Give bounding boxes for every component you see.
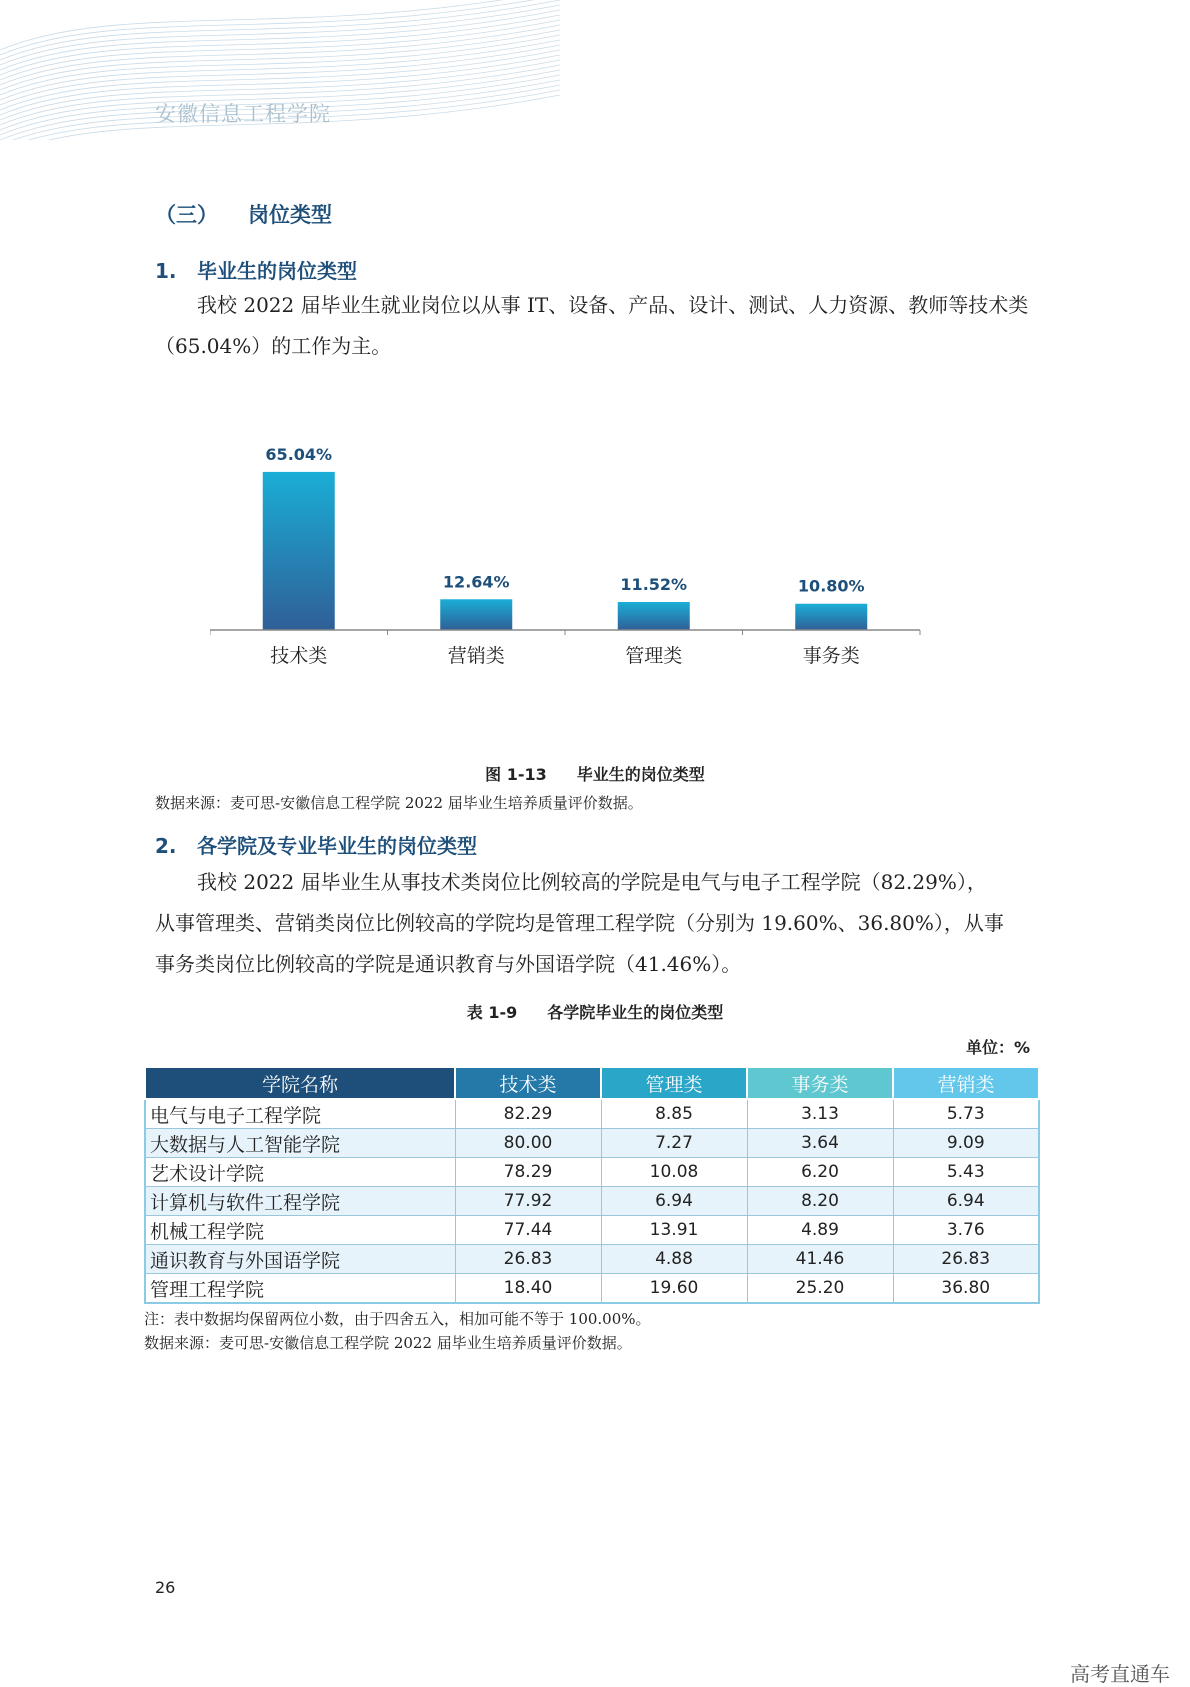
subsection-title: 各学院及专业毕业生的岗位类型 bbox=[197, 834, 477, 858]
table-cell-value: 5.43 bbox=[893, 1158, 1039, 1187]
table-cell-value: 9.09 bbox=[893, 1129, 1039, 1158]
table-cell-value: 77.92 bbox=[455, 1187, 601, 1216]
wave-line bbox=[0, 0, 560, 50]
subsection-title: 毕业生的岗位类型 bbox=[197, 259, 357, 283]
x-tick-label: 技术类 bbox=[270, 645, 328, 667]
table-cell-value: 26.83 bbox=[893, 1245, 1039, 1274]
paragraph-1: 我校 2022 届毕业生就业岗位以从事 IT、设备、产品、设计、测试、人力资源、教师等技术类（65.04%）的工作为主。 bbox=[155, 293, 1029, 358]
data-label: 65.04% bbox=[265, 444, 333, 464]
table-cell-value: 4.88 bbox=[601, 1245, 747, 1274]
wave-line bbox=[0, 15, 560, 75]
table-cell-value: 7.27 bbox=[601, 1129, 747, 1158]
table-cell-college: 计算机与软件工程学院 bbox=[145, 1187, 455, 1216]
x-tick-label: 管理类 bbox=[625, 645, 683, 667]
bar-2 bbox=[618, 602, 690, 630]
section-heading bbox=[155, 199, 332, 229]
table-header-cell: 事务类 bbox=[747, 1067, 893, 1099]
table-header-cell: 技术类 bbox=[455, 1067, 601, 1099]
x-tick-label: 营销类 bbox=[447, 645, 505, 667]
paragraph-2-line: 从事管理类、营销类岗位比例较高的学院均是管理工程学院（分别为 19.60%、36.80%），从事 bbox=[155, 911, 1004, 935]
subsection-number: 1. bbox=[155, 259, 177, 283]
table-cell-value: 8.20 bbox=[747, 1187, 893, 1216]
table-cell-value: 4.89 bbox=[747, 1216, 893, 1245]
table-cell-college: 机械工程学院 bbox=[145, 1216, 455, 1245]
table-header-row bbox=[145, 1067, 1039, 1099]
data-label: 12.64% bbox=[442, 572, 510, 592]
section-title: 岗位类型 bbox=[248, 203, 332, 227]
table-cell-value: 36.80 bbox=[893, 1274, 1039, 1304]
table-cell-value: 6.20 bbox=[747, 1158, 893, 1187]
table-cell-college: 电气与电子工程学院 bbox=[145, 1099, 455, 1129]
table-cell-value: 26.83 bbox=[455, 1245, 601, 1274]
table-cell-value: 8.85 bbox=[601, 1099, 747, 1129]
wave-line bbox=[0, 0, 560, 60]
table-cell-value: 82.29 bbox=[455, 1099, 601, 1129]
table-header-cell: 学院名称 bbox=[145, 1067, 455, 1099]
table-cell-value: 19.60 bbox=[601, 1274, 747, 1304]
table-cell-college: 艺术设计学院 bbox=[145, 1158, 455, 1187]
figure-caption bbox=[0, 762, 1190, 785]
subsection-heading-1 bbox=[155, 255, 357, 284]
table-cell-value: 78.29 bbox=[455, 1158, 601, 1187]
table-cell-value: 77.44 bbox=[455, 1216, 601, 1245]
bar-1 bbox=[440, 599, 512, 630]
table-caption bbox=[0, 1000, 1190, 1023]
table-cell-value: 18.40 bbox=[455, 1274, 601, 1304]
table-cell-value: 25.20 bbox=[747, 1274, 893, 1304]
paragraph-2 bbox=[155, 862, 1035, 985]
table-cell-value: 3.13 bbox=[747, 1099, 893, 1129]
table-cell-value: 6.94 bbox=[601, 1187, 747, 1216]
table-cell-value: 80.00 bbox=[455, 1129, 601, 1158]
x-tick-label: 事务类 bbox=[802, 645, 860, 667]
table-row bbox=[145, 1245, 1039, 1274]
header-institution-name: 安徽信息工程学院 bbox=[155, 102, 331, 126]
table-cell-value: 3.76 bbox=[893, 1216, 1039, 1245]
table-cell-college: 大数据与人工智能学院 bbox=[145, 1129, 455, 1158]
data-label: 11.52% bbox=[620, 574, 688, 594]
table-data-source: 数据来源：麦可思-安徽信息工程学院 2022 届毕业生培养质量评价数据。 bbox=[144, 1334, 632, 1352]
college-job-type-table bbox=[144, 1066, 1040, 1304]
table-header-cell: 营销类 bbox=[893, 1067, 1039, 1099]
wave-line bbox=[0, 10, 560, 70]
figure-label: 图 1-13 bbox=[485, 765, 547, 784]
section-number: （三） bbox=[155, 203, 218, 227]
table-row bbox=[145, 1129, 1039, 1158]
table-note: 注：表中数据均保留两位小数，由于四舍五入，相加可能不等于 100.00%。 bbox=[144, 1310, 651, 1328]
page-number: 26 bbox=[155, 1578, 176, 1597]
table-title: 各学院毕业生的岗位类型 bbox=[547, 1003, 724, 1022]
table-cell-college: 通识教育与外国语学院 bbox=[145, 1245, 455, 1274]
table-cell-value: 41.46 bbox=[747, 1245, 893, 1274]
wave-line bbox=[0, 5, 560, 65]
bar-3 bbox=[795, 604, 867, 630]
table-row bbox=[145, 1158, 1039, 1187]
table-cell-value: 6.94 bbox=[893, 1187, 1039, 1216]
wave-line bbox=[0, 0, 560, 55]
table-header-cell: 管理类 bbox=[601, 1067, 747, 1099]
subsection-heading-2 bbox=[155, 830, 477, 859]
table-cell-value: 3.64 bbox=[747, 1129, 893, 1158]
data-label: 10.80% bbox=[797, 576, 865, 596]
watermark-text: 高考直通车 bbox=[1070, 1662, 1170, 1686]
subsection-number: 2. bbox=[155, 834, 177, 858]
table-row bbox=[145, 1099, 1039, 1129]
paragraph-2-line: 事务类岗位比例较高的学院是通识教育与外国语学院（41.46%）。 bbox=[155, 952, 742, 976]
chart-data-source: 数据来源：麦可思-安徽信息工程学院 2022 届毕业生培养质量评价数据。 bbox=[155, 794, 643, 812]
table-cell-value: 5.73 bbox=[893, 1099, 1039, 1129]
paragraph-2-line: 我校 2022 届毕业生从事技术类岗位比例较高的学院是电气与电子工程学院（82.29%）， bbox=[197, 870, 987, 894]
table-row bbox=[145, 1187, 1039, 1216]
table-cell-value: 13.91 bbox=[601, 1216, 747, 1245]
table-cell-value: 10.08 bbox=[601, 1158, 747, 1187]
figure-title: 毕业生的岗位类型 bbox=[576, 765, 705, 784]
table-unit: 单位：% bbox=[965, 1038, 1030, 1057]
table-cell-college: 管理工程学院 bbox=[145, 1274, 455, 1304]
bar-0 bbox=[263, 472, 335, 630]
table-row bbox=[145, 1216, 1039, 1245]
table-row bbox=[145, 1274, 1039, 1304]
job-type-bar-chart bbox=[210, 430, 1010, 730]
table-label: 表 1-9 bbox=[466, 1003, 518, 1022]
